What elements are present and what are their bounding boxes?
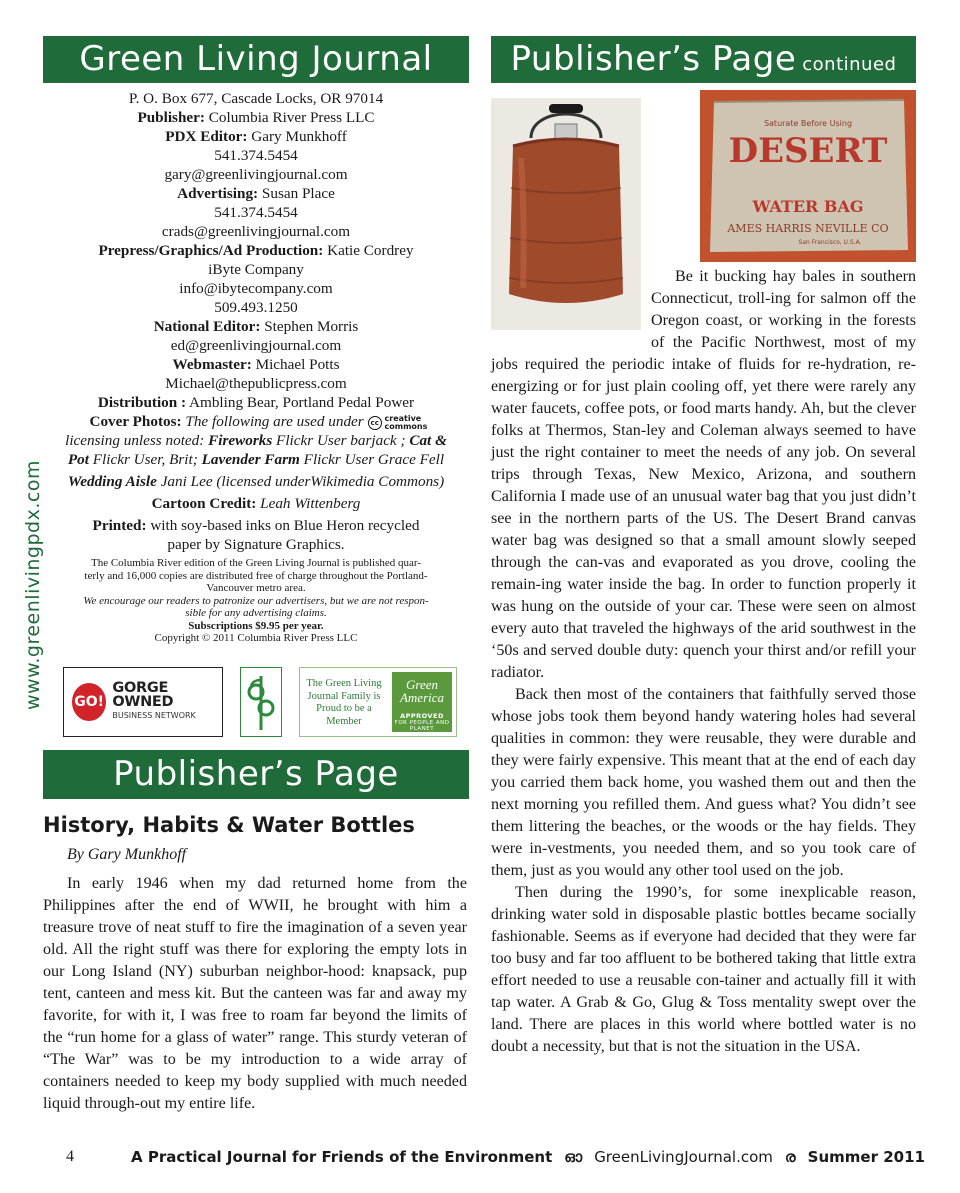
- webmaster-email[interactable]: Michael@thepublicpress.com: [165, 375, 347, 392]
- cc-icon: cc: [368, 416, 382, 430]
- desert-water-bag-photo: [700, 90, 916, 262]
- ad-email[interactable]: crads@greenlivingjournal.com: [161, 223, 351, 240]
- fine-print-1: The Columbia River edition of the Green Living Journal is published quar-: [90, 557, 422, 569]
- green-america-logo[interactable]: [299, 667, 457, 737]
- pdx-editor: Gary Munkhoff: [251, 128, 347, 145]
- ga-tag: FOR PEOPLE AND PLANET: [394, 720, 450, 732]
- ornament-right-icon: ര: [784, 1148, 796, 1166]
- bag-top-text: Saturate Before Using: [763, 119, 853, 128]
- member-logos: [63, 667, 457, 739]
- footer-tagline: A Practical Journal for Friends of the Environment: [131, 1148, 553, 1166]
- masthead-info: [43, 89, 469, 645]
- bag-maker-text: AMES HARRIS NEVILLE CO: [727, 222, 889, 235]
- vertical-site-url[interactable]: www.greenlivingpdx.com: [22, 460, 44, 710]
- banner-continued-label: continued: [802, 54, 897, 75]
- advertising-contact: Susan Place: [261, 185, 335, 202]
- fine-print-5: sible for any advertising claims.: [185, 607, 327, 619]
- printed-label: Printed:: [92, 517, 147, 534]
- cover-wedding: Wedding Aisle: [67, 473, 157, 490]
- ga-approved: APPROVED: [400, 712, 444, 720]
- printed-info-2: paper by Signature Graphics.: [167, 536, 345, 553]
- water-bag-image: [700, 90, 916, 262]
- publishers-page-continued-banner: [491, 36, 916, 83]
- gp-leaf-logo[interactable]: [240, 667, 282, 737]
- distribution-label: Distribution :: [97, 394, 187, 411]
- go-mark-icon: GO!: [72, 683, 106, 721]
- footer-site[interactable]: GreenLivingJournal.com: [594, 1148, 773, 1166]
- cover-lavender: Lavender Farm: [201, 451, 300, 468]
- member-text: The Green Living Journal Family is Proud to be a Member: [306, 678, 382, 727]
- ad-phone: 541.374.5454: [214, 204, 298, 221]
- national-editor: Stephen Morris: [264, 318, 359, 335]
- creative-commons-logo: [368, 413, 428, 431]
- paragraph: Be it bucking hay bales in southern Connecticut, troll-ing for salmon off the Oregon coast, or working in the forests of the Pacific Northwest, most of my jobs required the periodic intake of fluids for re-hydration, re-energizing or for just plain cooling off, yet there were rarely any water faucets, coffee pots, or food marts handy. Ah, but the clever folks at Thermos, Stan-ley and Coleman always seemed to have just the right container to meet the needs of any job. On several trips through Texas, New Mexico, Arizona, and southern California I made use of an unusual water bag that you just didn’t see in the northern parts of the US. The Desert Brand canvas water bag was designed so that a small amount slowly seeped through the can-vas and evaporated as you drove, cooling the remain-ing water inside the bag. In order to function properly it was hung on the outside of your car. These were seen on almost every auto that traveled the highways of the arid southwest in the ‘50s and served double duty: quench your thirst and/or refill your radiator.: [491, 268, 916, 681]
- masthead-title: Green Living Journal: [79, 39, 433, 79]
- webmaster-label: Webmaster:: [172, 356, 252, 373]
- copyright: Copyright © 2011 Columbia River Press LLC: [154, 632, 358, 644]
- fine-print-4: We encourage our readers to patronize our advertisers, but we are not respon-: [83, 594, 429, 607]
- cover-credits-line1: The following are used under: [185, 413, 364, 430]
- footer-text: [131, 1148, 925, 1166]
- prepress-label: Prepress/Graphics/Ad Production:: [98, 242, 324, 259]
- green-america-badge: [392, 672, 452, 732]
- national-email[interactable]: ed@greenlivingjournal.com: [170, 337, 342, 354]
- fine-print-2: terly and 16,000 copies are distributed free of charge throughout the Portland-: [84, 569, 428, 582]
- page-number: 4: [66, 1148, 74, 1165]
- advertising-label: Advertising:: [177, 185, 259, 202]
- prepress-email[interactable]: info@ibytecompany.com: [179, 280, 333, 297]
- bag-mid-text: WATER BAG: [752, 197, 864, 216]
- article-byline: By Gary Munkhoff: [67, 846, 187, 863]
- ornament-left-icon: ഓ: [564, 1148, 583, 1166]
- cover-text: Flickr User barjack ;: [276, 432, 406, 449]
- article-headline: History, Habits & Water Bottles: [43, 813, 415, 837]
- national-editor-label: National Editor:: [153, 318, 261, 335]
- subscriptions: Subscriptions $9.95 per year.: [188, 619, 324, 632]
- cover-credits-line3: [43, 450, 469, 469]
- cover-text: Jani Lee (licensed underWikimedia Commons): [160, 473, 445, 490]
- bag-city-text: San Francisco, U.S.A.: [798, 239, 862, 246]
- ga-name: Green America: [399, 677, 445, 705]
- cover-credits-line4: [43, 472, 469, 491]
- cover-fireworks: Fireworks: [208, 432, 273, 449]
- pdx-phone: 541.374.5454: [214, 147, 298, 164]
- cc-logo-text: creative commons: [384, 413, 428, 431]
- gorge-owned-text: [112, 681, 222, 723]
- gorge-sub: BUSINESS NETWORK: [112, 711, 196, 720]
- paragraph: Then during the 1990’s, for some inexplicable reason, drinking water sold in disposable plastic bottles became socially fashionable. Seems as if everyone had decided that they were far too busy and far too affluent to be bothered taking that little extra effort needed to use a reusable con-tainer and actually fill it with tap water. A Grab & Go, Glug & Toss mentality swept over the land. There are places in this world where bottled water is no doubt a necessity, but that is not the situation in the USA.: [491, 884, 916, 1055]
- cover-text: Flickr User, Brit;: [92, 451, 198, 468]
- cover-photos-label: Cover Photos:: [89, 413, 182, 430]
- publisher: Columbia River Press LLC: [208, 109, 375, 126]
- gorge-title: GORGE OWNED: [112, 680, 174, 710]
- footer-season: Summer 2011: [807, 1148, 925, 1166]
- pdx-editor-label: PDX Editor:: [165, 128, 248, 145]
- water-jug-image: [491, 98, 641, 330]
- gorge-owned-logo[interactable]: [63, 667, 223, 737]
- article-right-column: [491, 88, 916, 1058]
- cartoon-credit: Leah Wittenberg: [260, 495, 361, 512]
- masthead-banner: [43, 36, 469, 83]
- cover-text: licensing unless noted:: [65, 432, 205, 449]
- cartoon-label: Cartoon Credit:: [151, 495, 257, 512]
- publisher-label: Publisher:: [137, 109, 205, 126]
- prepress-company: iByte Company: [208, 261, 304, 278]
- cover-text: Flickr User Grace Fell: [303, 451, 445, 468]
- address: P. O. Box 677, Cascade Locks, OR 97014: [128, 90, 384, 107]
- water-jug-photo: [491, 98, 641, 340]
- distribution: Ambling Bear, Portland Pedal Power: [189, 394, 415, 411]
- banner-title: Publisher’s Page: [113, 754, 399, 794]
- pdx-email[interactable]: gary@greenlivingjournal.com: [164, 166, 348, 183]
- cover-cat: Cat &: [409, 432, 447, 449]
- publishers-page-banner: [43, 750, 469, 799]
- cover-credits-line2: [43, 431, 469, 450]
- banner-title: Publisher’s Page: [510, 39, 797, 79]
- page-footer: [0, 1148, 960, 1172]
- printed-info: with soy-based inks on Blue Heron recycled: [150, 517, 420, 534]
- gp-leaf-icon: [246, 672, 276, 732]
- cover-pot: Pot: [67, 451, 89, 468]
- article-left-column: [43, 873, 467, 1115]
- bag-brand-text: DESERT: [728, 131, 888, 171]
- webmaster: Michael Potts: [255, 356, 340, 373]
- prepress-contact: Katie Cordrey: [327, 242, 414, 259]
- fine-print-3: Vancouver metro area.: [206, 582, 306, 594]
- paragraph: In early 1946 when my dad returned home from the Philippines after the end of WWII, he brought with him a treasure trove of neat stuff to fire the imagination of a seven year old. All the right stuff was there for exploring the empty lots in our Long Island (NY) suburban neighbor-hood: knapsack, pup tent, canteen and mess kit. But the canteen was far and away my favorite, for with it, I was free to roam far beyond the limits of the “run home for a glass of water” range. This sturdy veteran of “The War” was to be my introduction to a wide array of containers needed to keep my body supplied with much needed liquid through-out my entire life.: [43, 875, 467, 1112]
- prepress-phone: 509.493.1250: [214, 299, 298, 316]
- paragraph: Back then most of the containers that faithfully served those whose jobs took them beyond handy watering holes had several qualities in common: they were reusable, they were durable and they were fairly expensive. This meant that at the end of each day you carried them back home, you washed them out and then the next morning you refilled them. And guess what? You didn’t see them littering the beaches, or the woods or the hay fields. They were in-vestments, you needed them, and so you took care of them, just as you would any other tool used on the job.: [491, 686, 916, 879]
